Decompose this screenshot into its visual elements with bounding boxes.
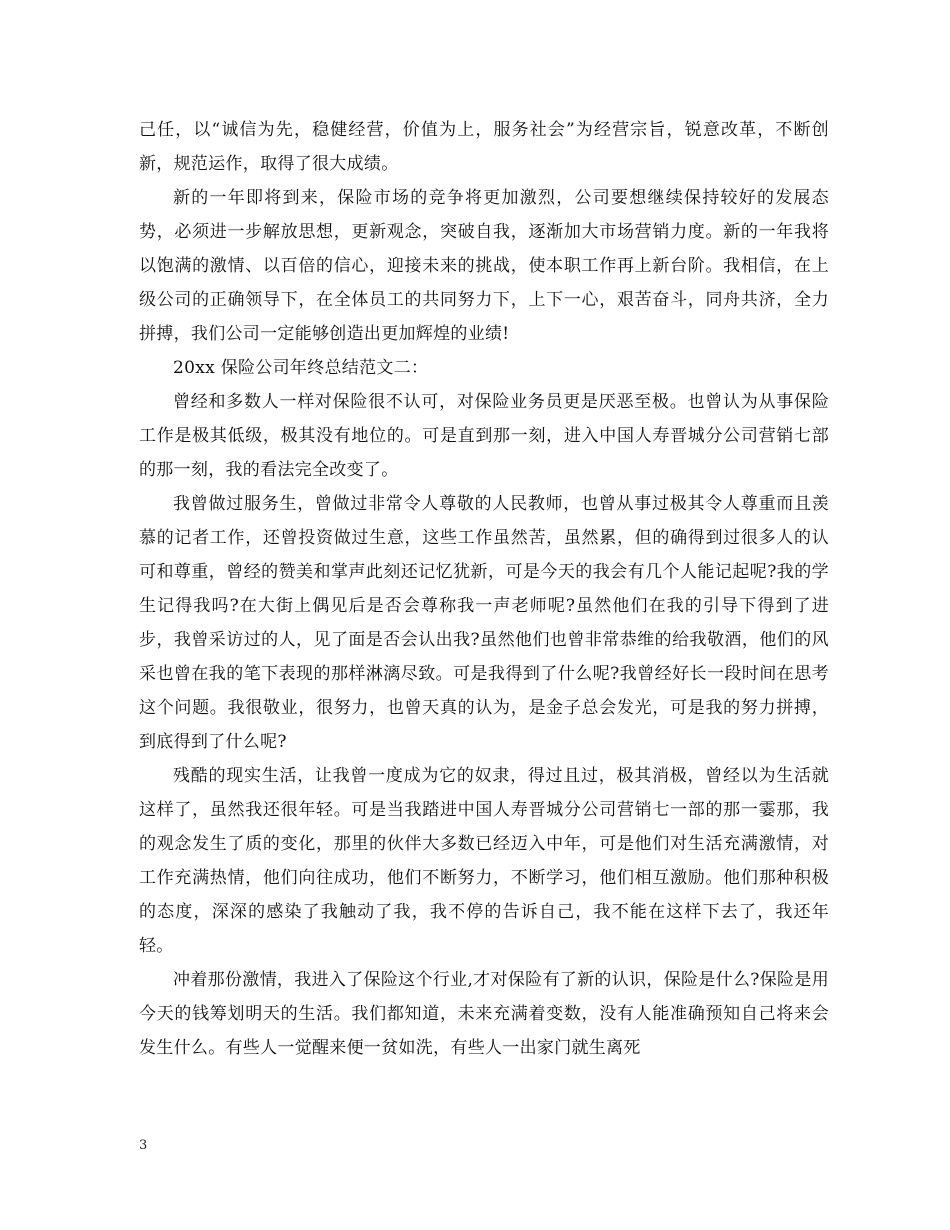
paragraph-continuation: 己任，以“诚信为先，稳健经营，价值为上，服务社会”为经营宗旨，锐意改革，不断创新，规范运作，取得了很大成绩。 — [139, 120, 829, 174]
page-number: 3 — [139, 1138, 148, 1153]
document-body — [139, 113, 829, 1065]
paragraph-reality: 残酷的现实生活，让我曾一度成为它的奴隶，得过且过，极其消极，曾经以为生活就这样了，虽然我还很年轻。可是当我踏进中国人寿晋城分公司营销七一部的那一霎那，我的观念发生了质的变化，那里的伙伴大多数已经迈入中年，可是他们对生活充满激情，对工作充满热情，他们向往成功，他们不断努力，不断学习，他们相互激励。他们那种积极的态度，深深的感染了我触动了我，我不停的告诉自己，我不能在这样下去了，我还年轻。 — [139, 766, 829, 956]
paragraph-passion: 冲着那份激情，我进入了保险这个行业,才对保险有了新的认识，保险是什么?保险是用今天的钱筹划明天的生活。我们都知道，未来充满着变数，没有人能准确预知自己将来会发生什么。有些人一觉醒来便一贫如洗，有些人一出家门就生离死 — [139, 970, 829, 1058]
paragraph-new-year-outlook: 新的一年即将到来，保险市场的竞争将更加激烈，公司要想继续保持较好的发展态势，必须进一步解放思想，更新观念，突破自我，逐渐加大市场营销力度。新的一年我将以饱满的激情、以百倍的信心，迎接未来的挑战，使本职工作再上新台阶。我相信，在上级公司的正确领导下，在全体员工的共同努力下，上下一心，艰苦奋斗，同舟共济，全力拼搏，我们公司一定能够创造出更加辉煌的业绩! — [139, 188, 829, 344]
paragraph-past-jobs: 我曾做过服务生，曾做过非常令人尊敬的人民教师，也曾从事过极其令人尊重而且羡慕的记者工作，还曾投资做过生意，这些工作虽然苦，虽然累，但的确得到过很多人的认可和尊重，曾经的赞美和掌声此刻还记忆犹新，可是今天的我会有几个人能记起呢?我的学生记得我吗?在大街上偶见后是否会尊称我一声老师呢?虽然他们在我的引导下得到了进步，我曾采访过的人，见了面是否会认出我?虽然他们也曾非常恭维的给我敬酒，他们的风采也曾在我的笔下表现的那样淋漓尽致。可是我得到了什么呢?我曾经好长一段时间在思考这个问题。我很敬业，很努力，也曾天真的认为，是金子总会发光，可是我的努力拼搏，到底得到了什么呢? — [139, 494, 829, 752]
section-heading-sample-two: 20xx 保险公司年终总结范文二： — [173, 358, 429, 378]
paragraph-initial-view: 曾经和多数人一样对保险很不认可，对保险业务员更是厌恶至极。也曾认为从事保险工作是极其低级，极其没有地位的。可是直到那一刻，进入中国人寿晋城分公司营销七部的那一刻，我的看法完全改变了。 — [139, 392, 829, 480]
